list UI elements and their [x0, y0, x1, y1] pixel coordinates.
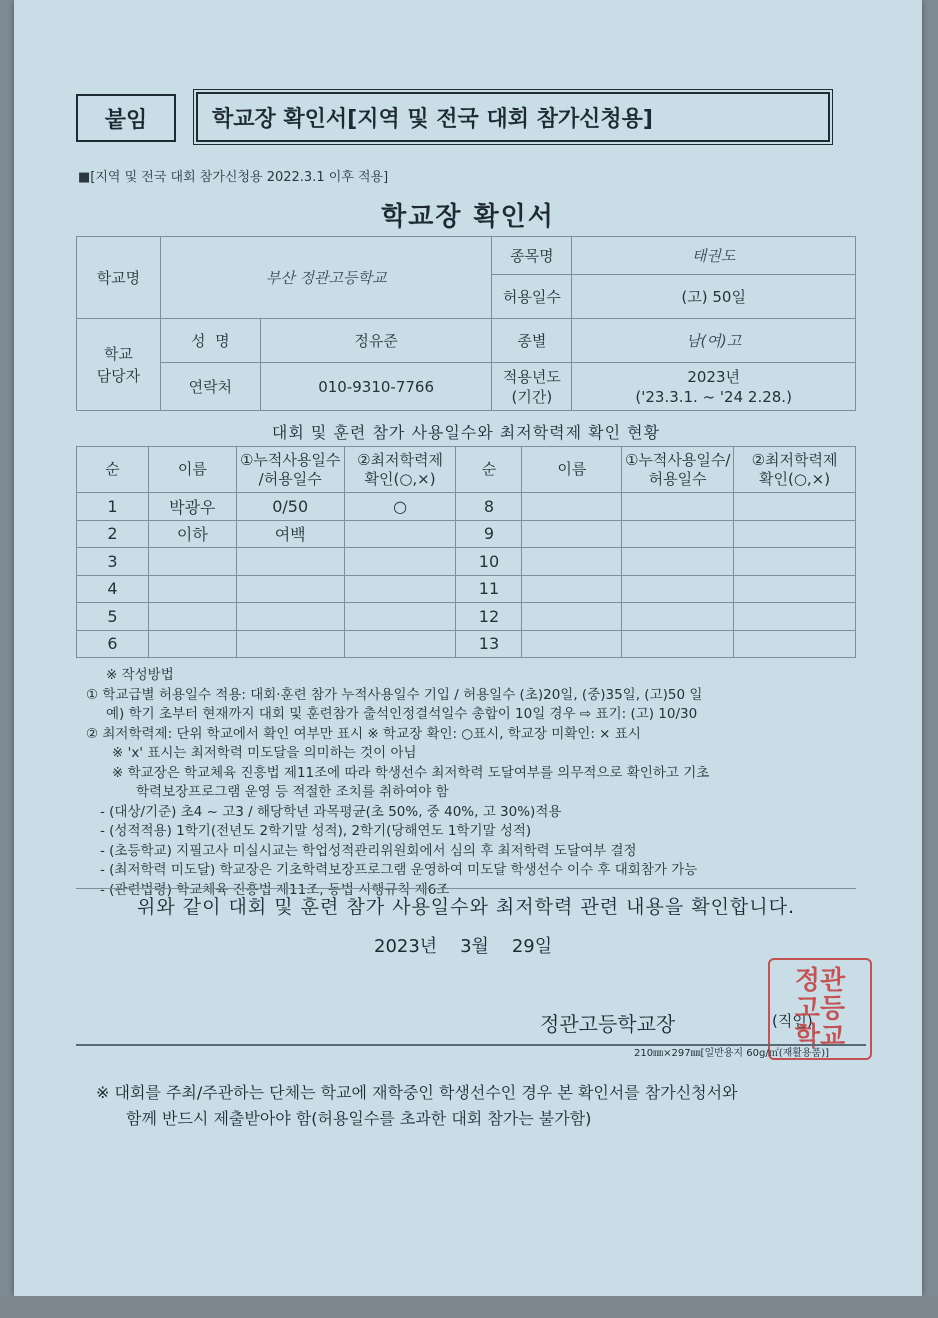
period-value: ('23.3.1. ~ '24 2.28.)	[635, 387, 792, 406]
records-cell	[522, 493, 622, 521]
table-row	[77, 493, 856, 521]
records-cell: 3	[77, 548, 149, 576]
records-cell	[734, 630, 856, 658]
year-label: 적용년도 (기간)	[492, 363, 572, 411]
note-line: ※ 학교장은 학교체육 진흥법 제11조에 따라 학생선수 최저학력 도달여부를 의무적으로 확인하고 기초	[112, 764, 710, 781]
name-value: 정유준	[260, 319, 492, 363]
records-header-7: ②최저학력제 확인(○,×)	[734, 447, 856, 493]
records-cell: 박광우	[148, 493, 236, 521]
school-label: 학교명	[77, 237, 161, 319]
records-cell	[622, 548, 734, 576]
document-page	[14, 0, 922, 1296]
applicability-note: ■[지역 및 전국 대회 참가신청용 2022.3.1 이후 적용]	[78, 170, 389, 185]
records-header-4: 순	[456, 447, 522, 493]
records-cell: 12	[456, 603, 522, 631]
year-value: 2023년	[687, 367, 740, 386]
records-header-6: ①누적사용일수/ 허용일수	[622, 447, 734, 493]
records-cell: 9	[456, 520, 522, 548]
date-month: 3월	[460, 936, 489, 957]
records-header-5: 이름	[522, 447, 622, 493]
records-cell: 0/50	[236, 493, 344, 521]
records-header-2: ①누적사용일수 /허용일수	[236, 447, 344, 493]
footnote	[96, 1080, 876, 1132]
records-cell: ○	[344, 493, 456, 521]
records-cell	[344, 603, 456, 631]
records-cell: 이하	[148, 520, 236, 548]
records-cell	[522, 548, 622, 576]
paper-spec: 210㎜×297㎜[일반용지 60g/㎡(재활용품)]	[634, 1048, 830, 1059]
table-row	[77, 630, 856, 658]
records-cell	[522, 520, 622, 548]
note-line: 학력보장프로그램 운영 등 적절한 조치를 취하여야 함	[136, 784, 449, 800]
year-cell	[572, 363, 856, 411]
date-day: 29일	[511, 936, 553, 957]
records-cell	[236, 630, 344, 658]
principal-name: 정관고등학교장	[540, 1012, 676, 1036]
divider	[76, 888, 856, 889]
table-row	[77, 603, 856, 631]
records-cell	[522, 603, 622, 631]
info-table	[76, 236, 856, 411]
records-cell: 11	[456, 575, 522, 603]
allowed-days-value: (고) 50일	[572, 275, 856, 319]
records-table	[76, 446, 856, 658]
records-cell	[734, 603, 856, 631]
records-cell	[236, 603, 344, 631]
records-cell	[148, 603, 236, 631]
note-line: 예) 학기 초부터 현재까지 대회 및 훈련참가 출석인정결석일수 총합이 10일 경우 ⇨ 표기: (고) 10/30	[106, 706, 698, 722]
table-row	[77, 575, 856, 603]
table-row	[77, 520, 856, 548]
records-cell: 10	[456, 548, 522, 576]
records-cell	[734, 548, 856, 576]
name-label: 성 명	[160, 319, 260, 363]
records-cell: 4	[77, 575, 149, 603]
records-cell	[236, 575, 344, 603]
records-cell: 1	[77, 493, 149, 521]
records-cell	[148, 575, 236, 603]
footnote-line: 함께 반드시 제출받아야 함(허용일수를 초과한 대회 참가는 불가함)	[126, 1109, 592, 1128]
records-cell	[622, 630, 734, 658]
records-cell: 6	[77, 630, 149, 658]
records-cell	[522, 575, 622, 603]
footnote-line: ※ 대회를 주최/주관하는 단체는 학교에 재학중인 학생선수인 경우 본 확인서를 참가신청서와	[96, 1083, 738, 1102]
desk-surface	[0, 1296, 938, 1318]
contact-value: 010-9310-7766	[260, 363, 492, 411]
records-cell	[344, 630, 456, 658]
records-cell	[344, 520, 456, 548]
allowed-days-label: 허용일수	[492, 275, 572, 319]
records-cell	[236, 548, 344, 576]
records-cell	[344, 548, 456, 576]
records-cell	[522, 630, 622, 658]
gender-label: 종별	[492, 319, 572, 363]
records-cell: 2	[77, 520, 149, 548]
event-value: 태권도	[572, 237, 856, 275]
records-cell	[622, 603, 734, 631]
records-header-1: 이름	[148, 447, 236, 493]
note-line: - (최저학력 미도달) 학교장은 기초학력보장프로그램 운영하여 미도달 학생선수 이수 후 대회참가 가능	[100, 862, 698, 878]
note-line: ② 최저학력제: 단위 학교에서 확인 여부만 표시 ※ 학교장 확인: ○표시, 학교장 미확인: × 표시	[86, 725, 641, 742]
records-cell: 여백	[236, 520, 344, 548]
records-cell	[344, 575, 456, 603]
records-header-3: ②최저학력제 확인(○,×)	[344, 447, 456, 493]
table-row	[77, 548, 856, 576]
records-header-0: 순	[77, 447, 149, 493]
records-cell	[734, 493, 856, 521]
confirmation-statement: 위와 같이 대회 및 훈련 참가 사용일수와 최저학력 관련 내용을 확인합니다.	[136, 896, 796, 918]
records-cell	[622, 493, 734, 521]
note-line: - (대상/기준) 초4 ~ 고3 / 해당학년 과목평균(초 50%, 중 40%, 고 30%)적용	[100, 803, 562, 820]
records-cell	[622, 575, 734, 603]
official-seal: 정관 고등 학교	[768, 958, 872, 1060]
attachment-tag: 붙임	[76, 94, 176, 142]
records-cell	[734, 575, 856, 603]
event-label: 종목명	[492, 237, 572, 275]
records-cell	[734, 520, 856, 548]
seal-placeholder: (직인)	[772, 1012, 813, 1030]
school-value: 부산 정관고등학교	[160, 237, 492, 319]
records-cell	[622, 520, 734, 548]
note-line: ※ 'x' 표시는 최저학력 미도달을 의미하는 것이 아님	[112, 745, 417, 761]
contact-label: 연락처	[160, 363, 260, 411]
records-section-title: 대회 및 훈련 참가 사용일수와 최저학력제 확인 현황	[271, 423, 661, 442]
date-year: 2023년	[374, 936, 438, 957]
records-cell: 13	[456, 630, 522, 658]
records-cell: 8	[456, 493, 522, 521]
note-line: - (성적적용) 1학기(전년도 2학기말 성적), 2학기(당해연도 1학기말 성적)	[100, 823, 532, 839]
note-line: - (관련법령) 학교체육 진흥법 제11조, 동법 시행규칙 제6조	[100, 881, 450, 898]
form-title-box: 학교장 확인서[지역 및 전국 대회 참가신청용]	[196, 92, 830, 142]
records-cell	[148, 630, 236, 658]
note-line: ① 학교급별 허용일수 적용: 대회·훈련 참가 누적사용일수 기입 / 허용일수 (초)20일, (중)35일, (고)50 일	[86, 686, 703, 703]
gender-value: 남(여)고	[572, 319, 856, 363]
manager-label: 학교 담당자	[77, 319, 161, 411]
instructions	[86, 666, 866, 900]
note-line: - (초등학교) 지필고사 미실시교는 학업성적관리위원회에서 심의 후 최저학력 도달여부 결정	[100, 842, 637, 859]
note-line: ※ 작성방법	[106, 667, 174, 683]
document-title: 학교장 확인서	[381, 202, 555, 232]
records-cell: 5	[77, 603, 149, 631]
records-cell	[148, 548, 236, 576]
issue-date	[374, 932, 552, 958]
